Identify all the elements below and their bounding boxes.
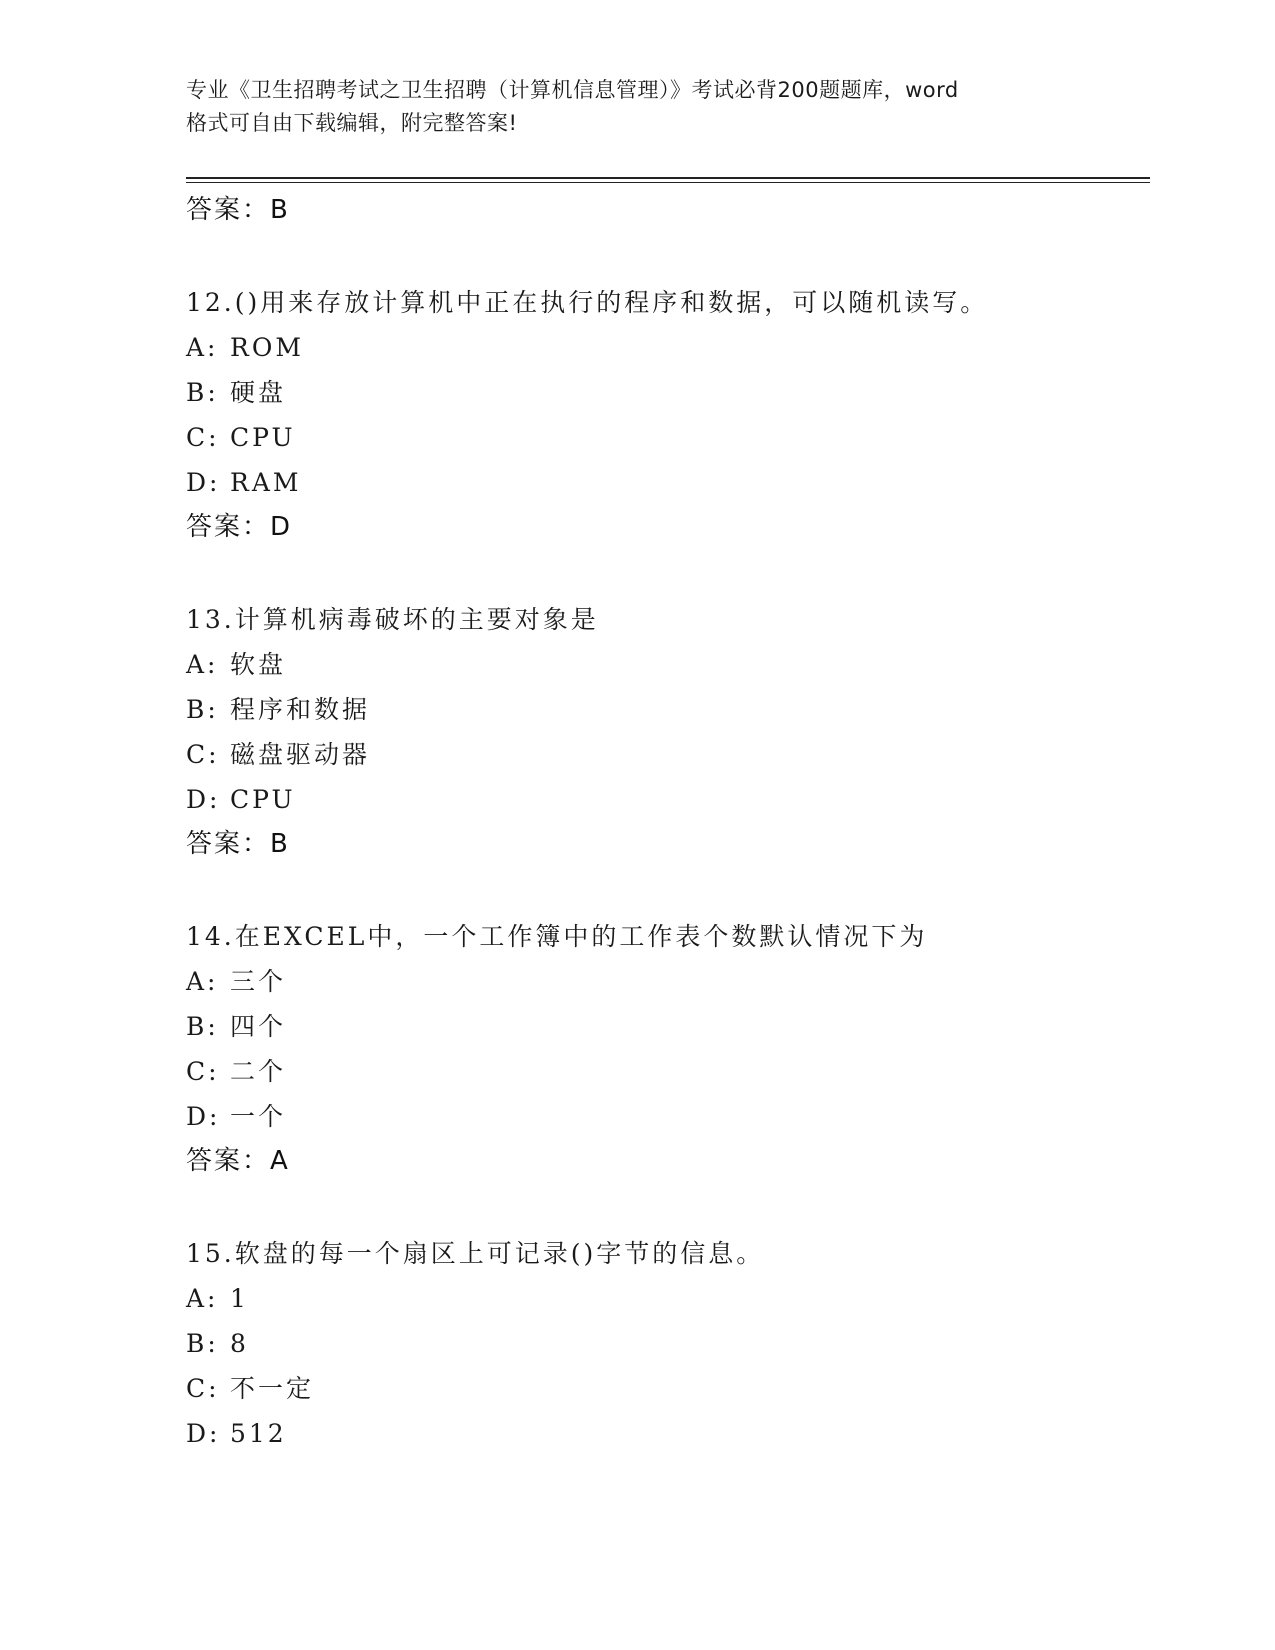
option-letter: B: — [186, 378, 219, 407]
option-text: 程序和数据 — [230, 695, 371, 724]
option-text: 512 — [230, 1419, 287, 1448]
option-text: 磁盘驱动器 — [230, 740, 371, 769]
option-letter: B: — [186, 1329, 219, 1358]
option-text: CPU — [230, 423, 296, 452]
option-letter: D: — [186, 1419, 221, 1448]
previous-answer: 答案：B — [186, 195, 290, 225]
option-letter: B: — [186, 1012, 219, 1041]
option-text: 1 — [230, 1284, 249, 1313]
option-c — [186, 1366, 1150, 1411]
option-d — [186, 460, 1150, 505]
question-block — [186, 1231, 1150, 1456]
option-text: 三个 — [230, 967, 287, 996]
option-text: 一个 — [230, 1102, 287, 1131]
option-b — [186, 1004, 1150, 1049]
header-line-2: 格式可自由下载编辑，附完整答案! — [186, 111, 518, 135]
answer-line: 答案：A — [186, 1146, 290, 1176]
option-text: 四个 — [230, 1012, 287, 1041]
question-text: 12.()用来存放计算机中正在执行的程序和数据，可以随机读写。 — [186, 288, 989, 317]
header-line-1: 专业《卫生招聘考试之卫生招聘（计算机信息管理）》考试必背200题题库，word — [186, 78, 959, 102]
option-text: ROM — [230, 333, 304, 362]
option-letter: C: — [186, 423, 220, 452]
option-letter: B: — [186, 695, 219, 724]
option-c — [186, 1049, 1150, 1094]
header-divider-thick — [186, 177, 1150, 179]
document-body — [186, 188, 1150, 1456]
option-letter: D: — [186, 1102, 221, 1131]
option-d — [186, 1094, 1150, 1139]
option-a — [186, 1276, 1150, 1321]
option-b — [186, 1321, 1150, 1366]
option-text: 软盘 — [230, 650, 287, 679]
option-letter: A: — [186, 1284, 219, 1313]
option-letter: A: — [186, 333, 219, 362]
question-text: 15.软盘的每一个扇区上可记录()字节的信息。 — [186, 1239, 765, 1268]
question-block — [186, 280, 1150, 550]
option-text: CPU — [230, 785, 296, 814]
option-c — [186, 415, 1150, 460]
option-text: 8 — [230, 1329, 249, 1358]
option-letter: D: — [186, 785, 221, 814]
option-text: 二个 — [230, 1057, 287, 1086]
option-letter: C: — [186, 1057, 220, 1086]
option-b — [186, 687, 1150, 732]
option-letter: D: — [186, 468, 221, 497]
document-header — [186, 74, 1086, 140]
answer-line: 答案：B — [186, 829, 290, 859]
option-letter: A: — [186, 650, 219, 679]
question-text: 13.计算机病毒破坏的主要对象是 — [186, 605, 599, 634]
option-text: 硬盘 — [230, 378, 287, 407]
option-text: RAM — [230, 468, 302, 497]
option-letter: C: — [186, 1374, 220, 1403]
option-a — [186, 642, 1150, 687]
option-d — [186, 1411, 1150, 1456]
option-b — [186, 370, 1150, 415]
option-a — [186, 959, 1150, 1004]
question-text: 14.在EXCEL中，一个工作簿中的工作表个数默认情况下为 — [186, 922, 928, 951]
option-d — [186, 777, 1150, 822]
option-letter: A: — [186, 967, 219, 996]
option-text: 不一定 — [230, 1374, 315, 1403]
option-a — [186, 325, 1150, 370]
answer-line: 答案：D — [186, 512, 293, 542]
question-block — [186, 914, 1150, 1184]
header-divider-thin — [186, 182, 1150, 183]
question-block — [186, 597, 1150, 867]
option-letter: C: — [186, 740, 220, 769]
option-c — [186, 732, 1150, 777]
